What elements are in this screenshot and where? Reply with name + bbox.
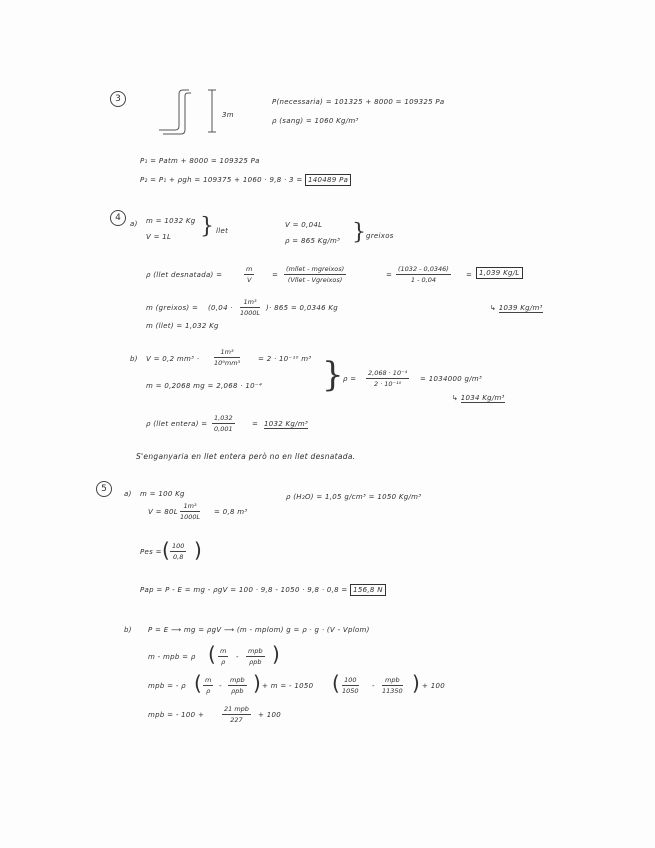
skim-density-result-box: 1,039 Kg/L <box>476 267 523 279</box>
line3-frac1-numerator: m <box>205 676 212 684</box>
line2-frac2-numerator: mpb <box>248 647 263 655</box>
milk-brace: } <box>200 214 214 239</box>
line3-frac1-denominator: ρ <box>206 687 211 695</box>
problem-5-number: 5 <box>96 481 112 497</box>
grease-conv-denominator: 1000L <box>240 309 261 317</box>
drop-brace: } <box>322 355 344 395</box>
p2-equation <box>140 177 351 184</box>
line3-fraction-4 <box>382 676 403 695</box>
whole-milk-fraction <box>212 414 235 433</box>
p4-part-b-label: b) <box>130 355 138 363</box>
drop-density-result: = 1034000 g/m³ <box>420 375 483 383</box>
grease-volume: V = 0,04L <box>285 221 323 229</box>
frac1-numerator: m <box>246 265 253 273</box>
drop-density-alt <box>452 395 505 402</box>
grease-conversion-fraction <box>240 298 260 317</box>
line4-denominator: 227 <box>230 716 243 724</box>
drop-density-fraction <box>366 369 409 388</box>
body-volume-fraction <box>180 502 200 521</box>
line3-paren-close: ) <box>253 671 262 695</box>
drop-volume-result: = 2 · 10⁻¹⁰ m³ <box>258 355 312 363</box>
equals-sign-4: = <box>252 420 259 428</box>
drop-frac-numerator: 1m³ <box>214 348 240 358</box>
equals-sign-2: = <box>386 271 393 279</box>
weight-fraction <box>170 542 186 561</box>
pressure-needed: P(necessaria) = 101325 + 8000 = 109325 Pa <box>272 98 445 106</box>
milk-volume: V = 1L <box>146 233 172 241</box>
line3-middle: + m = - 1050 <box>262 682 314 690</box>
drop-frac-denominator: 10⁹mm³ <box>214 359 241 367</box>
body-volume-denominator: 1000L <box>180 513 201 521</box>
fraction-mass-diff <box>284 265 346 284</box>
grease-mass-paren: (0,04 · <box>208 304 233 312</box>
frac2-denominator: (Vllet - Vgreixos) <box>287 276 343 284</box>
milk-mass-line: m (llet) = 1,032 Kg <box>146 322 219 330</box>
buoyancy-equation: P = E ⟶ mg = ρgV ⟶ (m - mplom) g = ρ · g · (V - Vplom) <box>148 626 370 634</box>
drop-density-denominator: 2 · 10⁻¹⁰ <box>373 380 402 388</box>
line3-frac2-numerator: mpb <box>230 676 245 684</box>
whole-milk-denominator: 0,001 <box>214 425 233 433</box>
p2-equation-text: P₂ = P₁ + ρgh = 109375 + 1060 · 9,8 · 3 = <box>140 176 303 184</box>
drop-volume-fraction <box>214 348 240 367</box>
p2-result-box: 140489 Pa <box>305 174 351 186</box>
milk-mass: m = 1032 Kg <box>146 217 196 225</box>
line2-frac1-numerator: m <box>220 647 227 655</box>
weight-label: Pes = <box>140 548 162 556</box>
body-mass: m = 100 Kg <box>140 490 185 498</box>
problem-3-number: 3 <box>110 91 126 107</box>
line2-paren-open: ( <box>208 642 217 666</box>
grease-brace: } <box>352 220 366 245</box>
line2-frac2-denominator: ρpb <box>249 658 262 666</box>
body-volume: V = 80L · <box>148 508 184 516</box>
line3-frac4-numerator: mpb <box>382 676 403 686</box>
line3-frac3-numerator: 100 <box>342 676 359 686</box>
grease-density: ρ = 865 Kg/m³ <box>285 237 341 245</box>
skim-density-alt <box>490 305 543 312</box>
p4-conclusion: S'enganyaria en llet entera però no en llet desnatada. <box>136 452 356 461</box>
line4-end: + 100 <box>258 711 281 719</box>
line2-fraction-2 <box>246 647 265 666</box>
p1-equation: P₁ = Patm + 8000 = 109325 Pa <box>140 157 260 165</box>
arrow-down-right-icon: ↳ <box>490 304 497 312</box>
milk-brace-label: llet <box>216 227 229 235</box>
whole-milk-result <box>264 421 308 428</box>
arrow-down-right-icon: ↳ <box>452 394 459 402</box>
line3-fraction-2 <box>228 676 247 695</box>
minus-sign-3: - <box>372 682 375 690</box>
skim-density-label: ρ (llet desnatada) = <box>146 271 223 279</box>
blood-density: ρ (sang) = 1060 Kg/m³ <box>272 117 359 125</box>
weight-numerator: 100 <box>172 542 185 550</box>
line3-frac2-denominator: ρpb <box>231 687 244 695</box>
frac1-denominator: V <box>246 276 252 284</box>
line3-paren2-open: ( <box>332 671 341 695</box>
line2-fraction-1 <box>218 647 228 666</box>
line2-paren-close: ) <box>272 642 281 666</box>
line3-paren2-close: ) <box>412 671 421 695</box>
drop-density-numerator: 2,068 · 10⁻⁴ <box>368 369 408 377</box>
line3-fraction-1 <box>203 676 213 695</box>
drop-density-alt-value: 1034 Kg/m³ <box>460 394 505 402</box>
p5-part-b-label: b) <box>124 626 132 634</box>
apparent-weight-line <box>140 587 386 594</box>
lead-mass-line-3-prefix: mpb = - 100 + <box>148 711 205 719</box>
body-volume-result: = 0,8 m³ <box>214 508 248 516</box>
drop-density-prefix: ρ = <box>343 375 357 383</box>
skim-density-result <box>476 270 523 277</box>
grease-mass-label: m (greixos) = <box>146 304 199 312</box>
grease-mass-paren-value: 0,04 · <box>211 304 233 312</box>
whole-milk-numerator: 1,032 <box>214 414 233 422</box>
fraction-numeric <box>396 265 451 284</box>
line3-paren-open: ( <box>194 671 203 695</box>
fraction-m-over-v <box>244 265 254 284</box>
grease-mass-rest-value: · 865 = 0,0346 Kg <box>269 304 339 312</box>
lead-mass-line-2-prefix: mpb = - ρ <box>148 682 186 690</box>
apparent-weight-equation: Pap = P - E = mg - ρgV = 100 · 9,8 - 1050 · 9,8 · 0,8 = <box>140 586 348 594</box>
line3-frac4-denominator: 11350 <box>382 687 403 695</box>
grease-mass-rest: )· 865 = 0,0346 Kg <box>266 304 339 312</box>
drop-volume: V = 0,2 mm³ · <box>146 355 200 363</box>
weight-paren-open: ( <box>162 538 171 562</box>
p4-part-a-label: a) <box>130 220 138 228</box>
line4-fraction <box>222 705 251 724</box>
grease-conv-numerator: 1m³ <box>240 298 260 308</box>
height-label: 3m <box>222 111 234 119</box>
skim-density-alt-value: 1039 Kg/m³ <box>498 304 543 312</box>
equals-sign-3: = <box>466 271 473 279</box>
line3-fraction-3 <box>342 676 359 695</box>
whole-milk-result-value: 1032 Kg/m³ <box>264 420 309 428</box>
weight-paren-close: ) <box>194 538 203 562</box>
equals-sign-1: = <box>272 271 279 279</box>
line3-end: + 100 <box>422 682 445 690</box>
problem-4-number: 4 <box>110 210 126 226</box>
p5-part-a-label: a) <box>124 490 132 498</box>
line3-frac3-denominator: 1050 <box>342 687 359 695</box>
frac3-numerator: (1032 - 0,0346) <box>398 265 449 273</box>
body-volume-numerator: 1m³ <box>180 502 200 512</box>
grease-brace-label: greixos <box>366 232 394 240</box>
line2-frac1-denominator: ρ <box>221 658 226 666</box>
weight-denominator: 0,8 <box>173 553 184 561</box>
minus-sign-2: - <box>219 682 222 690</box>
apparent-weight-result-box: 156,8 N <box>350 584 386 596</box>
drop-mass: m = 0,2068 mg = 2,068 · 10⁻⁴ <box>146 382 262 390</box>
whole-milk-density-label: ρ (llet entera) = <box>146 420 208 428</box>
frac3-denominator: 1 - 0,04 <box>410 276 436 284</box>
lead-mass-line-1-prefix: m - mpb = ρ <box>148 653 196 661</box>
frac2-numerator: (mllet - mgreixos) <box>286 265 345 273</box>
line4-numerator: 21 mpb <box>224 705 249 713</box>
water-density: ρ (H₂O) = 1,05 g/cm³ = 1050 Kg/m³ <box>286 493 422 501</box>
minus-sign-1: - <box>236 653 239 661</box>
